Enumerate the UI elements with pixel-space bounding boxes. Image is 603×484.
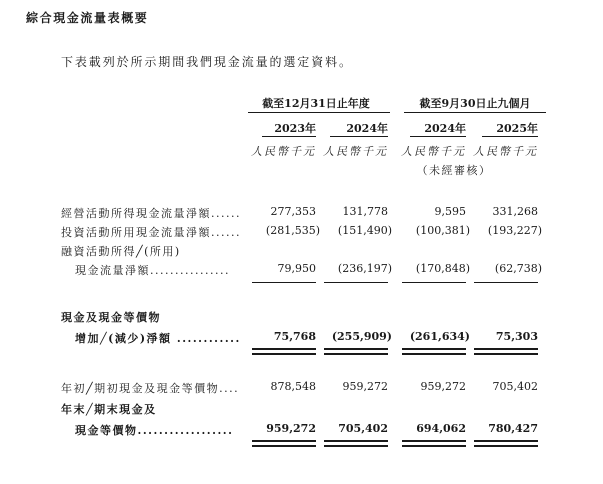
subtotal-rule-4 bbox=[474, 282, 538, 283]
year-rule-2 bbox=[330, 136, 388, 137]
row-label-end: 現金等價物.................. bbox=[75, 424, 234, 437]
cell-beginning-2024: 959,272 bbox=[342, 380, 388, 393]
cell-end-2024-9m: 694,062 bbox=[416, 422, 466, 435]
cell-net-2023: 75,768 bbox=[273, 330, 316, 343]
cell-investing-2025-9m: (193,227) bbox=[487, 224, 542, 237]
end-double-rule-2 bbox=[324, 440, 388, 447]
cell-end-2024: 705,402 bbox=[338, 422, 388, 435]
row-label-net: 增加╱(減少)淨額 ............ bbox=[75, 332, 241, 345]
total-double-rule-2 bbox=[324, 348, 388, 355]
section-title: 綜合現金流量表概要 bbox=[26, 11, 149, 25]
subtotal-rule-1 bbox=[252, 282, 316, 283]
cell-financing-2025-9m: (62,738) bbox=[494, 262, 542, 275]
total-double-rule-3 bbox=[402, 348, 466, 355]
cell-investing-2023: (281,535) bbox=[265, 224, 320, 237]
year-rule-3 bbox=[410, 136, 466, 137]
total-double-rule-4 bbox=[474, 348, 538, 355]
row-label-beginning: 年初╱期初現金及現金等價物.... bbox=[61, 382, 240, 395]
cell-financing-2024: (236,197) bbox=[337, 262, 392, 275]
unit-label: 人民幣千元 bbox=[323, 145, 388, 158]
row-label-operating: 經營活動所得現金流量淨額...... bbox=[61, 207, 241, 220]
cell-operating-2025-9m: 331,268 bbox=[492, 205, 538, 218]
end-double-rule-3 bbox=[402, 440, 466, 447]
year-rule-1 bbox=[262, 136, 316, 137]
header-year-2024: 2024年 bbox=[346, 122, 388, 135]
cell-net-2025-9m: 75,303 bbox=[495, 330, 538, 343]
cell-beginning-2025-9m: 705,402 bbox=[492, 380, 538, 393]
end-double-rule-4 bbox=[474, 440, 538, 447]
intro-text: 下表載列於所示期間我們現金流量的選定資料。 bbox=[61, 55, 353, 69]
cell-beginning-2024-9m: 959,272 bbox=[420, 380, 466, 393]
header-group-year-end: 截至12月31日止年度 bbox=[262, 97, 370, 110]
row-label-financing-line1: 融資活動所得╱(所用) bbox=[61, 245, 181, 258]
unaudited-note: （未經審核） bbox=[416, 164, 492, 177]
year-rule-4 bbox=[482, 136, 538, 137]
subtotal-rule-3 bbox=[402, 282, 466, 283]
cell-financing-2024-9m: (170,848) bbox=[415, 262, 470, 275]
header-group2-rule bbox=[404, 112, 546, 113]
cell-end-2023: 959,272 bbox=[266, 422, 316, 435]
row-label-net-line1: 現金及現金等價物 bbox=[61, 311, 161, 324]
cell-investing-2024: (151,490) bbox=[337, 224, 392, 237]
row-label-financing: 現金流量淨額................ bbox=[75, 264, 230, 277]
header-year-2025: 2025年 bbox=[496, 122, 538, 135]
cell-financing-2023: 79,950 bbox=[277, 262, 316, 275]
unit-label: 人民幣千元 bbox=[251, 145, 316, 158]
row-label-investing: 投資活動所用現金流量淨額...... bbox=[61, 226, 241, 239]
cell-end-2025-9m: 780,427 bbox=[488, 422, 538, 435]
unit-label: 人民幣千元 bbox=[473, 145, 538, 158]
cell-operating-2024: 131,778 bbox=[342, 205, 388, 218]
cell-net-2024-9m: (261,634) bbox=[409, 330, 470, 343]
header-group-nine-months: 截至9月30日止九個月 bbox=[419, 97, 531, 110]
cell-investing-2024-9m: (100,381) bbox=[415, 224, 470, 237]
total-double-rule-1 bbox=[252, 348, 316, 355]
header-group1-rule bbox=[248, 112, 390, 113]
header-year-2024-nine-months: 2024年 bbox=[424, 122, 466, 135]
unit-label: 人民幣千元 bbox=[401, 145, 466, 158]
cell-operating-2024-9m: 9,595 bbox=[434, 205, 466, 218]
cell-operating-2023: 277,353 bbox=[270, 205, 316, 218]
row-label-end-line1: 年末╱期末現金及 bbox=[61, 403, 157, 416]
cell-beginning-2023: 878,548 bbox=[270, 380, 316, 393]
end-double-rule-1 bbox=[252, 440, 316, 447]
subtotal-rule-2 bbox=[324, 282, 388, 283]
header-year-2023: 2023年 bbox=[274, 122, 316, 135]
cell-net-2024: (255,909) bbox=[331, 330, 392, 343]
